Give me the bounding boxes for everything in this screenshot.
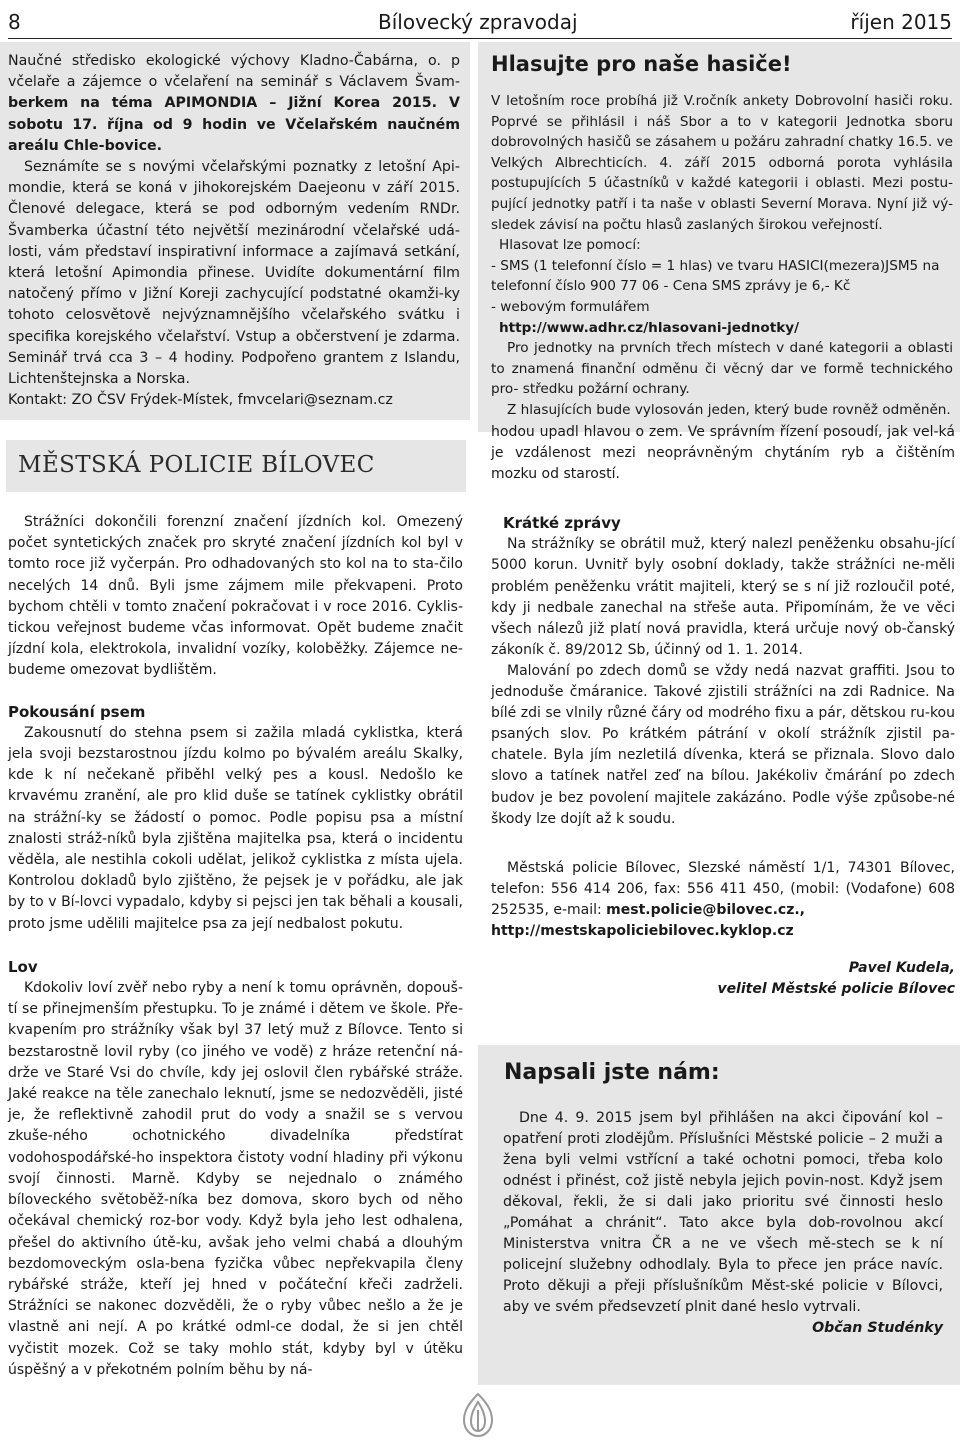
kratke-paragraph-2: Malování po zdech domů se vždy nedá nazvat graffiti. Jsou to jednoduše čmáranice. Takové zjistili strážníci na zdi Radnice. Na bílé zdi se vlnily různé čáry od modrého fixu a pár, dětskou ru-kou psaných slov. Po krátkém pátrání v okolí strážník zjistil pa-chatele. Byla jím nezletilá dívenka, která se přiznala. Slovo dalo slovo a tatínek natřel zeď na bílou. Jakékoliv čmárání po zdech budov je bez povolení majitele zakázáno. Podle výše způsobe-né škody lze dojít až k soudu. [491,662,955,827]
issue-date: říjen 2015 [850,10,952,34]
publication-title: Bílovecký zpravodaj [378,10,578,34]
kratke-heading: Krátké zprávy [503,514,621,533]
lov-paragraph: Kdokoliv loví zvěř nebo ryby a není k tomu oprávněn, dopouš-tí se přinejmenším přestupku. To je známé i dětem ve škole. Pře-kvapením pro strážníky však byl 37 letý muž z Bílovce. Tento si bezstarostně lovil ryby (co jiného ve vodě) z hráze retenční ná-drže ve Staré Vsi do chvíle, kdy jej oslovil člen rybářské stráže. Jaké reakce na těle zanechalo leknutí, jsme se nedozvěděli, jisté je, že reflektivně zahodil prut do vody a snažil se s vervou zkuše-ného ochotnického divadelníka předstírat vodohospodářské-ho inspektora čistoty vodní hladiny při výkonu svojí činnosti. Marně. Kdyby se nejednalo o známého bíloveckého světoběž-níka bez domova, skoro bych od něho očekával chemický roz-bor vody. Když byla jeho lest odhalena, přešel do aktivního útě-ku, avšak jeho velmi chabá a dlouhým bezdomoveckým osla-bena fyzička vůbec nepřekvapila členy rybářské stráže, kteří jej hned v počáteční křeči zadrželi. Strážníci se nakonec dozvěděli, že o ryby vůbec nešlo a že je vlastně ani nejí. A po krátké odml-ce dodal, že si jen chtěl vyčistit mozek. Což se taky mohlo stát, kdyby byl v útěku úspěšný a v překotném polním běhu by ná- [8,980,464,1378]
contact-line: Kontakt: ZO ČSV Frýdek-Místek, fmvcelari@seznam.cz [8,392,393,409]
page-number: 8 [8,10,21,34]
section-title: MĚSTSKÁ POLICIE BÍLOVEC [18,452,375,478]
hasici-text: V letošním roce probíhá již V.ročník ankety Dobrovolní hasiči roku. Poprvé se přihlásil i náš Sbor a to v kategorii Jednotka sboru dobrovolných hasičů se zásahem u požáru zahradní chatky 16.5. ve Velkých Albrechticích. 4. září 2015 odborná porota vyhlásila postupujících 5 účastníků v každé kategorii i oblasti. Mezi postu- pující jednotky patří i ta naše v oblasti Severní Morava. Nyní již vý- sledek závisí na počtu hlasů zaslaných širokou veřejností. Hlasovat lze pomocí: - SMS (1 telefonní číslo = 1 hlas) ve tvaru HASICI(mezera)JSM5 na telefonní číslo 900 77 06 - Cena SMS zprávy je 6,- Kč - webovým formulářem http://www.adhr.cz/hlasovani-jednotky/ Pro jednotky na prvních třech místech v dané kategorii a oblasti to znamená finanční odměnu či věcný dar ve formě technického pro- středku požární ochrany. Z hlasujících bude vylosován jeden, který bude rovněž odměněn. [491,93,953,418]
forenzni-paragraph: Strážníci dokončili forenzní značení jízdních kol. Omezený počet syntetických značek pro skryté značení jízdních kol byl v tomto roce již vyčerpán. Pro odhadovaných sto kol na to sta-čilo necelých 14 dnů. Byli jsme zájmem mile překvapeni. Proto bychom chtěli v tomto značení pokračovat i v roce 2016. Cyklis-tickou veřejnost budeme včas informovat. Opět budeme značit jízdní kola, elektrokola, invalidní vozíky, koloběžky. Zájemce ne-budeme omezovat bydlištěm. [8,514,463,679]
napsali-heading: Napsali jste nám: [504,1060,720,1085]
napsali-text: Dne 4. 9. 2015 jsem byl přihlášen na akci čipování kol – opatření proti zlodějům. Příslušníci Městské policie – 2 muži a žena byli velmi vstřícní a také ochotni pomoci, třeba kolo odnést i přinést, což jistě nebyla jejich povin-nost. Když jsem děkoval, řekli, že si dali jako prioritu své činnosti heslo „Pomáhat a chránit“. Tato akce byla dob-rovolnou akcí Ministerstva vnitra ČR a ne ve všech mě-stech se k ní policejní služebny odhodlaly. Byla to přece jen práce navíc. Proto děkuji a přeji příslušníkům Měst-ské policie v Bílovci, aby ve svém předsevzetí plnit dané heslo vytrvali. Občan Studénky [503,1108,943,1339]
voting-link[interactable]: http://www.adhr.cz/hlasovani-jednotky/ [499,319,800,336]
hasici-heading: Hlasujte pro naše hasiče! [491,52,792,76]
policie-right-column [491,422,955,1000]
pokousani-paragraph: Zakousnutí do stehna psem si zažila mladá cyklistka, která jela svoji bezstarostnou jízdu kolmo po bývalém areálu Skalky, kde k ní nečekaně přiběhl velký pes a kousl. Nedošlo ke krvavému zranění, ale pro klid duše se tatínek cyklistky obrátil na strážní-ky se žádostí o pomoc. Podle popisu psa a místní znalosti stráž-níků byla zjištěna majitelka psa, která o incidentu věděla, ale nestihla cokoli udělat, jelikož cyklistka z místa ujela. Kontrolou dokladů bylo zjištěno, že pejsek je v pořádku, ale jak by to v Bí-lovci vypadalo, kdyby si pejsci jen tak běhali a kousali, proto jsme udělili majitelce psa za její nedbalost pokutu. [8,724,464,932]
town-emblem-icon [458,1392,498,1438]
kratke-paragraph-1: Na strážníky se obrátil muž, který nalezl peněženku obsahu-jící 5000 korun. Uvnitř byly osobní doklady, takže strážníci ne-měli problém peněženku vrátit majiteli, který se s ní již rozloučil poté, kdy ji nedbale zanechal na střeše auta. Připomínám, že ve věci všech nálezů již platí nová pravidla, která určuje nový ob-čanský zákoník č. 89/2012 Sb, účinný od 1. 1. 2014. [491,536,955,658]
policie-left-column [8,512,463,1381]
seminar-text: Naučné středisko ekologické výchovy Kladno-Čabárna, o. p včelaře a zájemce o včelaření na seminář s Václavem Švam- berkem na téma APIMONDIA – Jižní Korea 2015. V sobotu 17. října od 9 hodin ve Včelařském naučném areálu Chle-bovice. Seznámíte se s novými včelařskými poznatky z letošní Api-mondie, která se koná v jihokorejském Daejeonu v září 2015. Členové delegace, která se pod odborným vedením RNDr. Švamberka účastní této největší mezinárodní včelařské udá-losti, vám představí inspirativní informace a zajímavá setkání, která letošní Apimondia přinese. Uvidíte dokumentární film natočený přímo v Jižní Koreji zachycující podstatné okamži-ky tohoto celosvětově nejvýznamnějšího včelařského svátku i specifika korejského včelařství. Vstup a občerstvení je zdarma. Seminář trvá cca 3 – 4 hodiny. Podpořeno grantem z Islandu, Lichtenštejnska a Norska. Kontakt: ZO ČSV Frýdek-Místek, fmvcelari@seznam.cz [8,53,460,409]
lov-heading: Lov [8,957,38,976]
signature-role: velitel Městské policie Bílovec [717,981,955,998]
email-link[interactable]: mest.policie@bilovec.cz., [606,901,805,918]
lov-continuation: hodou upadl hlavou o zem. Ve správním řízení posoudí, jak vel-ká je vzdálenost mezi neoprávněným chytáním ryb a čištěním mozku od starostí. [491,424,955,483]
pokousani-heading: Pokousání psem [8,702,146,721]
contact-paragraph: Městská policie Bílovec, Slezské náměstí 1/1, 74301 Bílovec, telefon: 556 414 206, fax: 556 411 450, (mobil: (Vodafone) 608 252535, e-mail: mest.policie@bilovec.cz., http://mestskapoliciebilovec.kyklop.cz [491,859,955,939]
web-link[interactable]: http://mestskapoliciebilovec.kyklop.cz [491,922,794,939]
signature-name: Pavel Kudela, [848,960,955,977]
section-banner [6,440,466,492]
napsali-signature: Občan Studénky [812,1320,943,1336]
page-header [8,4,952,39]
